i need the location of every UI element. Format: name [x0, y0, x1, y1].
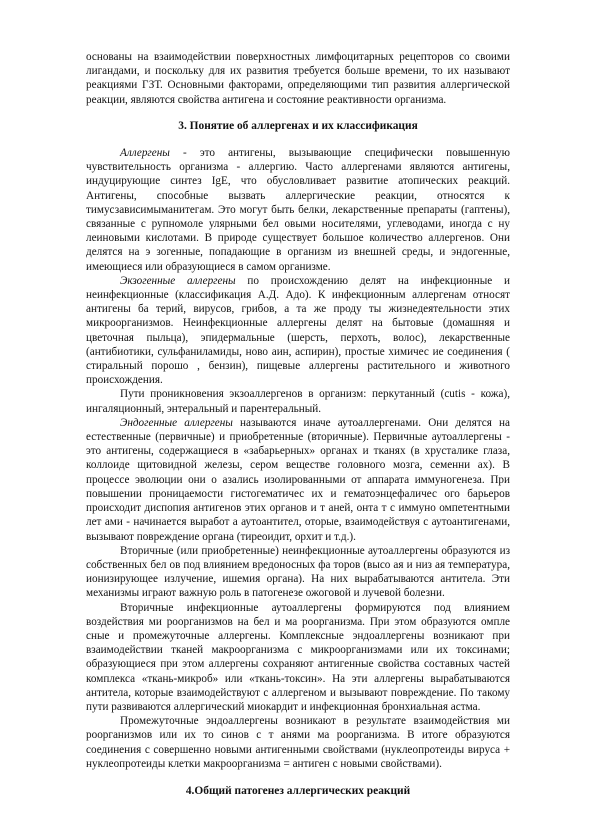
document-page	[86, 50, 510, 798]
exogenous-allergens-term: Экзогенные аллергены	[120, 274, 236, 287]
allergens-term: Аллергены	[120, 147, 170, 160]
exogenous-allergens-paragraph	[86, 274, 510, 388]
entry-routes-paragraph: Пути проникновения экзоаллергенов в организм: перкутанный (cutis - кожа), ингаляционный, энтеральный и парентеральный.	[86, 388, 510, 415]
endogenous-allergens-text: называются иначе аутоаллергенами. Они делятся на естественные (первичные) и приобретенные (вторичные). Первичные аутоаллергены - это антигены, содержащиеся в «забарьерных» органах и тканях (в хрусталике глаза, коллоиде щитовидной железы, сером веществе головного мозга, семенни ах). В процессе эволюции они о азались изолированными от аппарата иммуногенеза. При повышении проницаемости гистогематичес их и гематоэнцефаличес ого барьеров происходит диспопия антигенов этих органов и т аней, онта т с иммуно омпетентными лет ами - начинается выработ а аутоантител, оторые, взаимодействуя с аутоантигенами, вызывают повреждение органа (тиреоидит, орхит и т.д.).	[86, 416, 510, 543]
allergens-definition-paragraph	[86, 146, 510, 274]
allergens-definition-text: - это антигены, вызывающие специфически повышенную чувствительность организма - аллергию. Часто аллергенами являются антигены, индуцирующие синтез IgE, что обусловливает развитие атопических реакций. Антигены, способные вызвать аллергические реакции, относятся к тимусзависимыманитегам. Это могут быть белки, лекарственные препараты (гаптены), связанные с рупномоле улярными бел овыми носителями, углеводами, иногда с ну леиновыми кислотами. В природе существует большое количество аллергенов. Они делятся на э зогенные, попадающие в организм из внешней среды, и эндогенные, имеющиеся или образующиеся в самом организме.	[86, 147, 510, 273]
intermediate-allergens-paragraph: Промежуточные эндоаллергены возникают в результате взаимодействия ми роорганизмов или их то синов с т анями ма роорганизма. В итоге образуются соединения с совершенно новыми антигенными свойствами (нуклеопротеиды вируса + нуклеопротеиды клетки макроорганизма = антиген с новыми свойствами).	[86, 715, 510, 770]
secondary-infectious-paragraph: Вторичные инфекционные аутоаллергены формируются под влиянием воздействия ми роорганизмов на бел и ма роорганизма. При этом образуются омпле сные и промежуточные аллергены. Комплексные эндоаллергены возникают при взаимодействии тканей макроорганизма с микроорганизмами или их токсинами; образующиеся при этом аллергены сохраняют антигенные свойства составных частей комплекса «ткань-микроб» или «ткань-токсин». На эти аллергены вырабатываются антитела, которые взаимодействуют с аллергеном и вызывают повреждение. По такому пути развиваются аллергический миокардит и инфекционная бронхиальная астма.	[86, 601, 510, 713]
section-3-heading: 3. Понятие об аллергенах и их классификация	[178, 119, 418, 132]
secondary-noninfectious-paragraph: Вторичные (или приобретенные) неинфекционные аутоаллергены образуются из собственных бел ов под влиянием вредоносных фа торов (высо ая и низ ая температура, ионизирующее излучение, ишемия органа). На них вырабатываются антитела. Эти механизмы играют важную роль в патогенезе ожоговой и лучевой болезни.	[86, 544, 510, 600]
intro-paragraph: основаны на взаимодействии поверхностных лимфоцитарных рецепторов со своими лигандами, и поскольку для их развития требуется больше времени, то их называют реакциями ГЗТ. Основными факторами, определяющими тип развития аллергической реакции, являются свойства антигена и состояние реактивности организма.	[86, 51, 510, 106]
exogenous-allergens-text: по происхождению делят на инфекционные и неинфекционные (классификация А.Д. Адо). К инфекционным аллергенам относят антигены ба терий, вирусов, грибов, а та же проду ты жизнедеятельности этих микроорганизмов. Неинфекционные аллергены делят на бытовые (домашняя и цветочная пыльца), эпидермальные (шерсть, перхоть, волос), лекарственные (антибиотики, сульфаниламиды, ново аин, аспирин), простые химичес ие соединения ( стиральный порошо , бензин), пищевые аллергены растительного и животного происхождения.	[86, 274, 511, 387]
section-4-heading: 4.Общий патогенез аллергических реакций	[185, 784, 411, 797]
endogenous-allergens-term: Эндогенные аллергены	[120, 416, 233, 429]
endogenous-allergens-paragraph	[86, 416, 510, 544]
